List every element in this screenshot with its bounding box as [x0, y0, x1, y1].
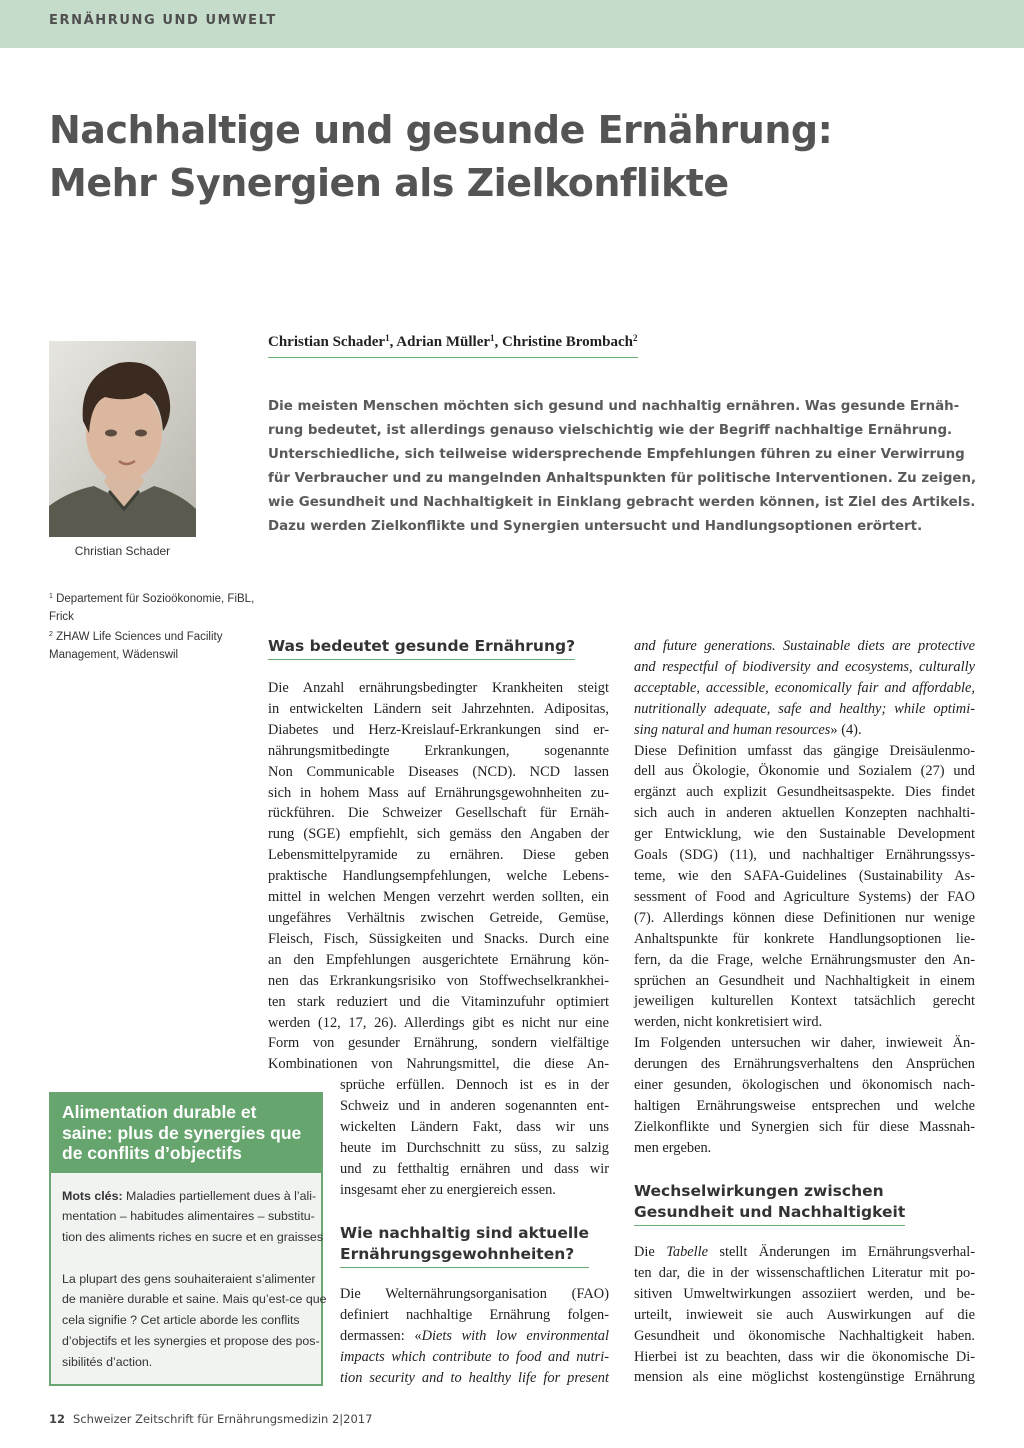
section-heading-3: Wechselwirkungen zwischen Gesundheit und Nachhaltigkeit	[634, 1181, 905, 1226]
section-2-body: Die Welternährungsorganisation (FAO) definiert nachhaltige Ernährung folgen- dermassen: «Diets with low environmental impacts which contribute to food and nutri- tion security and to healthy life for present	[340, 1286, 609, 1386]
author-line: Christian Schader$^1$, Adrian Müller$^1$, Christine Brombach$^2$	[268, 333, 638, 358]
column-3-body-lower: Die Tabelle stellt Änderungen im Ernährungsverhal- ten dar, die in der wissenschaftlichen Literatur mit po- sitiven Umweltwirkungen assoziiert werden, und be- urteilt, inwieweit sie auch Auswirkungen auf die Gesundheit und ökonomische Nachhaltigkeit haben. Hierbei ist zu beachten, dass wir die ökonomische Di- mension als eine möglichst kostengünstige Ernährung	[634, 1244, 975, 1386]
page-footer	[49, 1412, 372, 1426]
author-name: Christian Schader	[268, 334, 386, 350]
page-number: 12	[49, 1412, 66, 1426]
summary-box-body: Mots clés: Maladies partiellement dues à l’ali- mentation – habitudes alimentaires – substitu- tion des aliments riches en sucre et en graisses La plupart des gens souhaiteraient s’alimenter de manière durable et saine. Mais qu’est-ce que cela signifie ? Cet article aborde les conflits d’objectifs et les synergies et propose des pos- sibilités d’action.	[62, 1188, 327, 1369]
section-label: ERNÄHRUNG UND UMWELT	[49, 13, 277, 28]
section-1-body-continued: sprüche erfüllen. Dennoch ist es in der Schweiz und in anderen sogenannten ent- wickelten Ländern Fakt, dass wir uns heute im Durchschnitt zu süss, zu salzig und zu fetthaltig ernähren und dass wir insgesamt eher zu energiereich essen.	[340, 1077, 609, 1198]
keywords-label: Mots clés:	[62, 1188, 123, 1203]
abstract: Die meisten Menschen möchten sich gesund und nachhaltig ernähren. Was gesunde Ernäh- rung bedeutet, ist allerdings genauso vielschichtig wie der Begriff nachhaltige Ernährung. Unterschiedliche, sich teilweise widersprechende Empfehlungen führen zu einer Verwirrung für Verbraucher und zu mangelnden Anhaltspunkten für politische Interventionen. Zu zeigen, wie Gesundheit und Nachhaltigkeit in Einklang gebracht werden können, ist Ziel des Artikels. Dazu werden Zielkonflikte und Synergien untersucht und Handlungsoptionen erörtert.	[268, 399, 977, 534]
journal-name: Schweizer Zeitschrift für Ernährungsmedizin 2|2017	[73, 1412, 373, 1426]
summary-box-fr	[49, 1092, 327, 1386]
photo-caption: Christian Schader	[74, 544, 171, 558]
section-heading-1: Was bedeutet gesunde Ernährung?	[268, 636, 575, 660]
author-name: Christine Brombach	[502, 334, 634, 350]
affiliation-2: $^2$ ZHAW Life Sciences und Facility Management, Wädenswil	[49, 631, 223, 661]
author-photo	[49, 341, 196, 537]
section-header-bar	[0, 0, 1024, 48]
section-heading-2: Wie nachhaltig sind aktuelle Ernährungsgewohnheiten?	[340, 1223, 589, 1268]
title-line-1: Nachhaltige und gesunde Ernährung:	[49, 108, 833, 152]
affiliation-1: $^1$ Departement für Sozioökonomie, FiBL, Frick	[49, 593, 255, 623]
author-name: Adrian Müller	[396, 334, 491, 350]
article-title	[49, 104, 989, 210]
affiliations	[49, 588, 259, 664]
title-line-2: Mehr Synergien als Zielkonflikte	[49, 161, 729, 205]
section-1-body: Die Anzahl ernährungsbedingter Krankheiten steigt in entwickelten Ländern seit Jahrzehnten. Adipositas, Diabetes und Herz-Kreislauf-Erkrankungen sind er- nährungsmitbedingte Erkrankungen, sogenannte Non Communicable Diseases (NCD). NCD lassen sich in hohem Mass auf Ernährungsgewohnheiten zu- rückführen. Die Schweizer Gesellschaft für Ernäh- rung (SGE) empfiehlt, sich gemäss den Angaben der Lebensmittelpyramide zu ernähren. Diese geben praktische Handlungsempfehlungen, welche Lebens- mittel in welchen Mengen verzehrt werden sollten, ein ungefähres Verhältnis zwischen Getreide, Gemüse, Fleisch, Fisch, Süssigkeiten und Snacks. Durch eine an den Empfehlungen ausgerichtete Ernährung kön- nen das Erkrankungsrisiko von Stoffwechselkrankhei- ten stark reduziert und die Vitaminzufuhr optimiert werden (12, 17, 26). Allerdings gibt es nicht nur eine Form von gesunder Ernährung, sondern vielfältige Kombinationen von Nahrungsmittel, die diese An-	[268, 680, 609, 1073]
summary-box-title: Alimentation durable et saine: plus de synergies que de conflits d’objectifs	[51, 1094, 321, 1173]
column-3-body: and future generations. Sustainable diets are protective and respectful of biodiversity and ecosystems, culturally acceptable, accessible, economically fair and affordable, nutritionally adequate, safe and healthy; while optimi- sing natural and human resources» (4). Diese Definition umfasst das gängige Dreisäulenmo- dell aus Ökologie, Ökonomie und Sozialem (27) und ergänzt auch explizit Gesundheitsaspekte. Dies findet sich auch in anderen aktuellen Konzepten nachhalti- ger Entwicklung, wie den Sustainable Development Goals (SDG) (11), und nachhaltiger Ernährungssys- teme, wie den SAFA-Guidelines (Sustainability As- sessment of Food and Agriculture Systems) der FAO (7). Allerdings können diese Definitionen nur wenige Anhaltspunkte für konkrete Handlungsoptionen lie- fern, da die Frage, welche Ernährungsmuster den An- sprüchen an Gesundheit und Nachhaltigkeit in einem jeweiligen kulturellen Kontext tatsächlich gerecht werden, nicht konkretisiert wird. Im Folgenden untersuchen wir daher, inwieweit Än- derungen des Ernährungsverhaltens den Ansprüchen einer gesunden, ökologischen und ökonomisch nach- haltigen Ernährungsweise entsprechen und welche Zielkonflikte und Synergien sich für diese Massnah- men ergeben.	[634, 638, 975, 1156]
